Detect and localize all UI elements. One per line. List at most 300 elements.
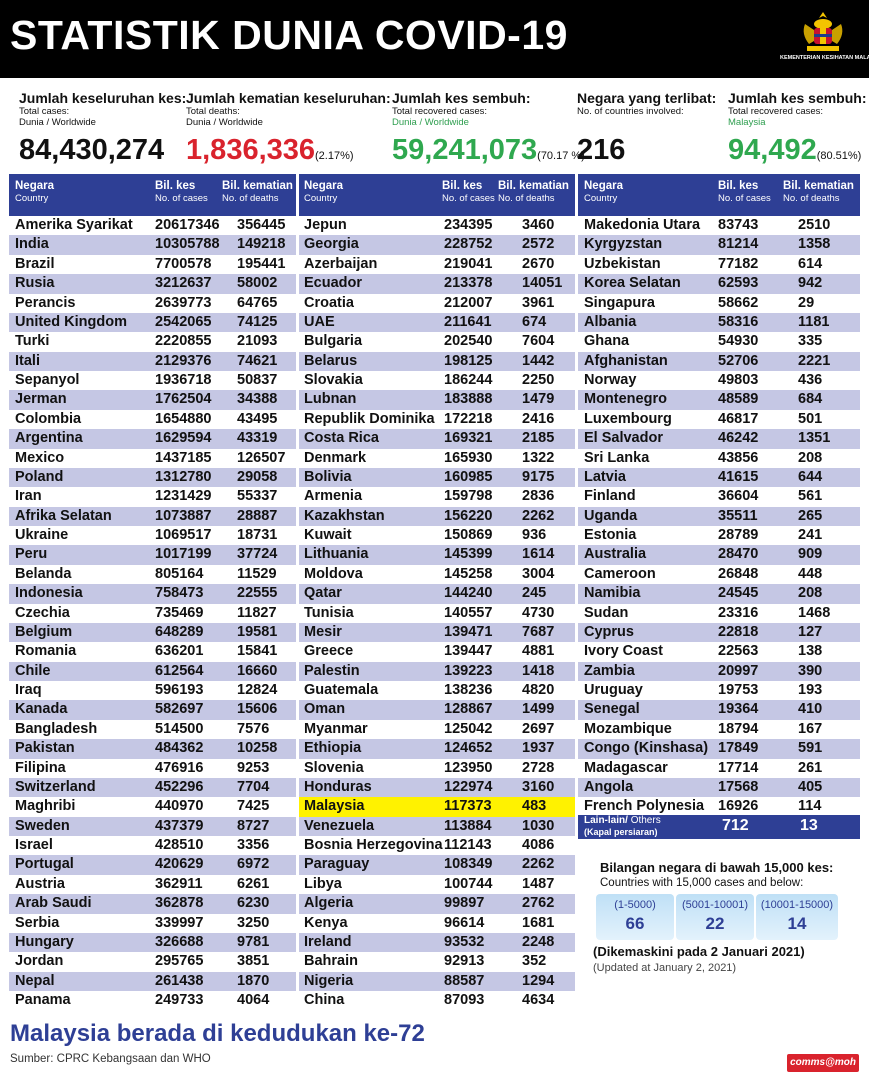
table-row [299,855,575,874]
case-count: 420629 [155,856,204,873]
case-count: 1936718 [155,372,212,388]
case-count: 92913 [444,953,485,970]
country-name: Ukraine [15,527,69,543]
others-deaths: 13 [800,817,818,834]
death-count: 356445 [237,217,286,233]
country-name: Perancis [15,294,76,311]
table-row [299,294,575,313]
country-name: Greece [304,643,354,660]
case-count: 88587 [444,972,485,989]
case-count: 165930 [444,449,493,466]
death-count: 7687 [522,623,555,640]
death-count: 241 [798,527,823,543]
bucket-count: 14 [787,914,807,933]
header-cell: No. of cases [718,193,771,204]
stat-countries [577,90,716,167]
death-count: 4086 [522,837,555,853]
case-count: 28789 [718,527,759,543]
table-row [578,662,860,681]
death-count: 7425 [237,798,270,815]
country-name: Argentina [15,430,83,447]
case-count: 1629594 [155,430,212,447]
country-name: Brazil [15,255,55,272]
country-name: Luxembourg [584,410,672,427]
death-count: 1358 [798,236,831,253]
case-count: 160985 [444,468,493,485]
case-count: 2639773 [155,294,212,311]
country-name: Bangladesh [15,720,98,737]
country-name: Turki [15,333,50,350]
death-count: 50837 [237,372,278,388]
table-row [9,817,296,836]
case-count: 112143 [444,837,492,853]
stat-sub: Total deaths: [186,106,240,117]
death-count: 2572 [522,236,555,253]
case-count: 202540 [444,333,493,350]
table-row [9,216,296,235]
country-name: Bulgaria [304,333,363,350]
table-row [9,914,296,933]
case-count: 1437185 [155,449,212,466]
case-count: 213378 [444,275,493,292]
death-count: 4064 [237,992,270,1008]
table-row [299,972,575,991]
country-name: Montenegro [584,391,667,408]
table-row [578,390,860,409]
stat-sub: Total recovered cases: [392,106,488,117]
death-count: 55337 [237,488,278,505]
death-count: 11827 [237,604,277,621]
table-row [9,836,296,855]
death-count: 1487 [522,875,555,892]
others-label: Lain-lain/ [584,815,628,826]
table-row [578,720,860,739]
country-name: Pakistan [15,740,75,757]
country-name: Bahrain [304,953,358,970]
country-name: Albania [584,313,637,330]
stat-label: Jumlah keseluruhan kes: [19,90,187,106]
malaysia-rank: Malaysia berada di kedudukan ke-72 [10,1020,425,1047]
country-name: Ireland [304,933,352,950]
case-count: 138236 [444,682,493,698]
death-count: 1181 [798,313,830,330]
case-count: 159798 [444,488,493,505]
death-count: 15841 [237,643,278,660]
case-count: 2220855 [155,333,212,350]
death-count: 1681 [522,914,555,931]
source-text: Sumber: CPRC Kebangsaan dan WHO [10,1053,211,1065]
death-count: 2728 [522,759,555,776]
death-count: 644 [798,468,823,485]
stat-sub: Dunia / Worldwide [186,117,263,128]
header-cell: Negara [584,180,623,192]
country-name: Kazakhstan [304,507,385,524]
table-row [9,274,296,293]
death-count: 6261 [237,875,270,892]
country-name: Cameroon [584,565,656,582]
death-count: 2250 [522,372,555,388]
table-row [299,449,575,468]
case-count: 234395 [444,217,493,233]
country-name: Uganda [584,507,638,524]
case-count: 1654880 [155,410,212,427]
table-row [299,778,575,797]
death-count: 909 [798,546,823,563]
case-count: 22818 [718,623,759,640]
country-name: Bosnia Herzegovina [304,837,443,853]
country-name: Afrika Selatan [15,507,112,524]
table-row [9,507,296,526]
country-name: Congo (Kinshasa) [584,740,709,757]
country-name: Makedonia Utara [584,217,701,233]
case-count: 2542065 [155,313,212,330]
country-name: Sudan [584,604,629,621]
case-count: 26848 [718,565,759,582]
page-title: STATISTIK DUNIA COVID-19 [10,12,568,58]
table-row [299,468,575,487]
death-count: 1294 [522,972,555,989]
title-bar [0,0,883,78]
death-count: 64765 [237,294,278,311]
table-row [9,313,296,332]
table-row [578,642,860,661]
country-name: Lubnan [304,391,357,408]
death-count: 74621 [237,352,278,369]
case-count: 87093 [444,992,485,1008]
country-name: Croatia [304,294,354,311]
death-count: 58002 [237,275,278,292]
death-count: 1322 [522,449,555,466]
death-count: 3160 [522,778,555,795]
case-count: 117373 [444,798,492,815]
death-count: 335 [798,333,823,350]
table-row [299,235,575,254]
case-count: 20617346 [155,217,220,233]
table-row [299,759,575,778]
table-row [299,894,575,913]
country-name: Latvia [584,468,626,485]
country-name: Peru [15,546,48,563]
table-row [9,759,296,778]
case-count: 186244 [444,372,493,388]
country-name: Georgia [304,236,359,253]
case-count: 93532 [444,933,485,950]
table-row [9,991,296,1010]
case-count: 1073887 [155,507,212,524]
table-row [9,875,296,894]
table-row [578,468,860,487]
table-row [578,294,860,313]
table-row [299,662,575,681]
case-count: 139223 [444,662,493,679]
case-count: 172218 [444,410,493,427]
case-count: 735469 [155,604,204,621]
country-name: Serbia [15,914,60,931]
table-row [9,487,296,506]
case-count: 648289 [155,623,204,640]
table-row [578,449,860,468]
case-count: 326688 [155,933,204,950]
death-count: 7704 [237,778,270,795]
case-count: 1231429 [155,488,212,505]
case-count: 156220 [444,507,493,524]
crest-icon [797,8,849,54]
country-name: Panama [15,992,71,1008]
death-count: 2697 [522,720,555,737]
stat-value: 94,492 [728,134,817,166]
table-row [299,700,575,719]
case-count: 145258 [444,565,493,582]
case-count: 7700578 [155,255,212,272]
country-name: Uruguay [584,682,643,698]
case-count: 183888 [444,391,493,408]
table-row [299,332,575,351]
table-row [299,216,575,235]
table-row [578,507,860,526]
death-count: 245 [522,585,547,602]
stat-sub: Total cases: [19,106,70,117]
country-name: Romania [15,643,77,660]
case-count: 100744 [444,875,493,892]
death-count: 34388 [237,391,278,408]
death-count: 15606 [237,701,278,718]
table-row [578,255,860,274]
country-name: Cyprus [584,623,634,640]
table-row [299,720,575,739]
death-count: 265 [798,507,823,524]
case-count: 20997 [718,662,759,679]
death-count: 3356 [237,837,270,853]
death-count: 942 [798,275,823,292]
table-row [9,449,296,468]
death-count: 1499 [522,701,555,718]
case-count: 23316 [718,604,759,621]
table-row [578,700,860,719]
table-row [9,778,296,797]
case-count: 83743 [718,217,759,233]
country-name: Sweden [15,817,70,834]
country-name: UAE [304,313,335,330]
death-count: 1468 [798,604,831,621]
death-count: 74125 [237,313,278,330]
country-name: Venezuela [304,817,375,834]
stat-sub: Dunia / Worldwide [19,117,96,128]
case-count: 582697 [155,701,204,718]
table-row [299,507,575,526]
country-name: Ivory Coast [584,643,663,660]
country-name: Poland [15,468,64,485]
table-row [9,933,296,952]
table-row [9,662,296,681]
stat-label: Jumlah kematian keseluruhan: [186,90,391,106]
table-row [9,429,296,448]
updated-ms: (Dikemaskini pada 2 Januari 2021) [593,944,805,959]
case-count: 596193 [155,682,204,698]
header-cell: Bil. kes [155,180,196,192]
table-row [578,565,860,584]
table-row [9,681,296,700]
case-count: 228752 [444,236,493,253]
table-row [9,410,296,429]
death-count: 1418 [522,662,555,679]
bucket-box [676,894,754,940]
country-name: Sepanyol [15,372,80,388]
death-count: 19581 [237,623,278,640]
case-count: 139447 [444,643,493,660]
death-count: 16660 [237,662,278,679]
case-count: 139471 [444,623,493,640]
table-row [578,759,860,778]
header-cell: Bil. kematian [222,180,293,192]
table-row [9,371,296,390]
table-header [299,174,575,216]
death-count: 208 [798,449,823,466]
bucket-count: 22 [705,914,725,933]
country-name: Moldova [304,565,363,582]
table-row [299,545,575,564]
header-cell: Country [304,193,338,204]
case-count: 28470 [718,546,759,563]
death-count: 4730 [522,604,555,621]
death-count: 114 [798,798,822,815]
country-name: Kyrgyzstan [584,236,663,253]
death-count: 591 [798,740,823,757]
country-name: Oman [304,701,346,718]
case-count: 17714 [718,759,759,776]
case-count: 150869 [444,527,493,543]
table-row [299,565,575,584]
death-count: 208 [798,585,823,602]
case-count: 24545 [718,585,759,602]
case-count: 219041 [444,255,493,272]
header-cell: Country [584,193,618,204]
table-row [9,739,296,758]
death-count: 936 [522,527,547,543]
table-header [9,174,296,216]
death-count: 9253 [237,759,270,776]
case-count: 16926 [718,798,759,815]
table-row [299,429,575,448]
case-count: 1017199 [155,546,212,563]
death-count: 436 [798,372,823,388]
case-count: 484362 [155,740,204,757]
header-cell: Bil. kematian [498,180,569,192]
country-name: Ghana [584,333,630,350]
death-count: 43495 [237,410,278,427]
others-row [578,815,860,839]
comms-logo: comms@moh [787,1054,859,1072]
death-count: 2248 [522,933,555,950]
death-count: 9781 [237,933,270,950]
country-name: Itali [15,352,40,369]
country-name: Maghribi [15,798,76,815]
country-name: Jordan [15,953,64,970]
stat-sub [577,117,716,128]
table-row [9,642,296,661]
case-count: 125042 [444,720,493,737]
table-row [299,371,575,390]
country-name: Senegal [584,701,640,718]
death-count: 684 [798,391,823,408]
table-row [578,623,860,642]
table-row [299,681,575,700]
case-count: 17849 [718,740,759,757]
stat-label: Jumlah kes sembuh: [392,90,531,106]
table-row [578,235,860,254]
case-count: 805164 [155,565,204,582]
country-name: Jerman [15,391,67,408]
death-count: 149218 [237,236,286,253]
table-row [578,371,860,390]
country-name: Libya [304,875,342,892]
country-name: Mesir [304,623,342,640]
death-count: 126507 [237,449,286,466]
bucket-box [756,894,838,940]
country-name: Honduras [304,778,372,795]
case-count: 1069517 [155,527,212,543]
country-name: Republik Dominika [304,410,435,427]
case-count: 211641 [444,313,492,330]
country-name: Azerbaijan [304,255,378,272]
country-name: Norway [584,372,637,388]
country-name: Armenia [304,488,363,505]
case-count: 49803 [718,372,759,388]
small-countries-title: Bilangan negara di bawah 15,000 kes: [600,860,834,875]
country-name: Algeria [304,895,354,912]
case-count: 2129376 [155,352,212,369]
bucket-range: (1-5000) [614,899,656,911]
country-name: Iraq [15,682,42,698]
death-count: 138 [798,643,823,660]
stat-percent: (80.51%) [816,150,862,162]
country-name: Austria [15,875,65,892]
death-count: 6230 [237,895,270,912]
header-cell: Bil. kes [442,180,483,192]
case-count: 339997 [155,914,204,931]
case-count: 58316 [718,313,759,330]
case-count: 144240 [444,585,493,602]
death-count: 3961 [522,294,555,311]
table-row [9,584,296,603]
table-row [299,933,575,952]
country-name: Ecuador [304,275,363,292]
stat-total-recovered [392,90,585,167]
country-name: Czechia [15,604,70,621]
country-name: Denmark [304,449,367,466]
case-count: 46817 [718,410,759,427]
country-name: Qatar [304,585,342,602]
stat-malaysia-recovered [728,90,867,167]
others-kapal: (Kapal persiaran) [584,827,658,837]
death-count: 11529 [237,565,277,582]
case-count: 452296 [155,778,204,795]
death-count: 2416 [522,410,555,427]
case-count: 36604 [718,488,759,505]
table-row [299,817,575,836]
country-name: India [15,236,49,253]
table-row [578,604,860,623]
table-row [578,216,860,235]
table-row [299,313,575,332]
header-cell: No. of cases [155,193,208,204]
case-count: 145399 [444,546,493,563]
death-count: 561 [798,488,823,505]
death-count: 2510 [798,217,831,233]
case-count: 48589 [718,391,759,408]
death-count: 1614 [522,546,555,563]
stat-value: 84,430,274 [19,134,165,166]
country-name: El Salvador [584,430,663,447]
